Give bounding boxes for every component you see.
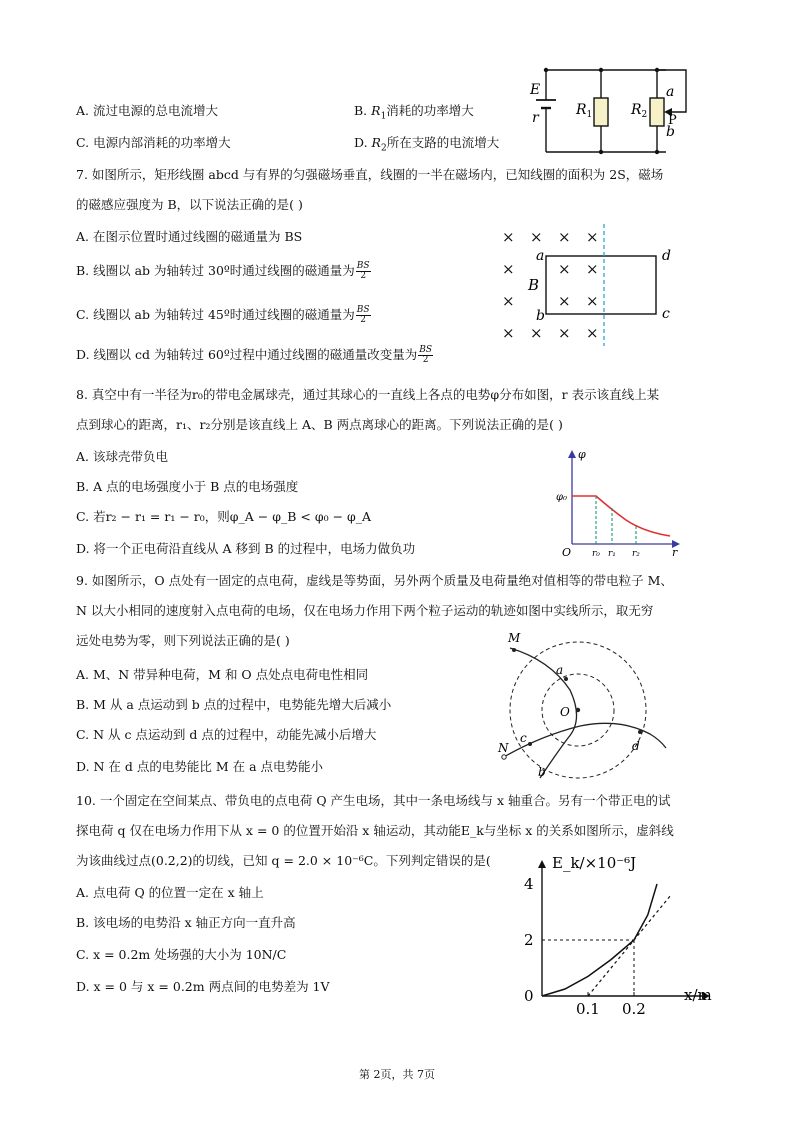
label-r0: r₀ bbox=[592, 549, 600, 559]
ek-curve bbox=[542, 884, 657, 996]
label-r1: r₁ bbox=[608, 549, 616, 559]
label-b: b bbox=[538, 765, 546, 779]
label-B: B bbox=[528, 276, 540, 294]
y-tick-label: 0 bbox=[524, 987, 534, 1005]
q8-option-a: A. 该球壳带负电 bbox=[76, 449, 168, 464]
y-tick-label: 2 bbox=[524, 931, 534, 949]
label-a: a bbox=[666, 84, 675, 100]
q8-stem-line1: 8. 真空中有一半径为r₀的带电金属球壳，通过其球心的一直线上各点的电势φ分布如图，r 表示该直线上某 bbox=[76, 387, 660, 402]
r1-resistor bbox=[594, 98, 608, 126]
q10-stem-line2: 探电荷 q 仅在电场力作用下从 x = 0 的位置开始沿 x 轴运动，其动能E_k与坐标 x 的关系如图所示，虚斜线 bbox=[76, 823, 674, 838]
y-tick-label: 4 bbox=[524, 875, 534, 893]
svg-text:×: × bbox=[586, 228, 599, 246]
svg-text:×: × bbox=[586, 260, 599, 278]
q10-stem-line1: 10. 一个固定在空间某点、带负电的点电荷 Q 产生电场，其中一条电场线与 x 轴重合。另有一个带正电的试 bbox=[76, 793, 671, 808]
label-r: r bbox=[672, 546, 678, 559]
q9-option-b: B. M 从 a 点运动到 b 点的过程中，电势能先增大后减小 bbox=[76, 697, 392, 712]
q7-option-c: C. 线圈以 ab 为轴转过 45º时通过线圈的磁通量为 $\frac{BS}{2}$ bbox=[76, 305, 370, 325]
q6-circuit-figure bbox=[526, 64, 706, 160]
q10-ek-chart bbox=[512, 852, 724, 1024]
svg-text:×: × bbox=[558, 228, 571, 246]
q9-stem-line2: N 以大小相同的速度射入点电荷的电场，仅在电场力作用下两个粒子运动的轨迹如图中实线所示，取无穷 bbox=[76, 603, 654, 618]
q10-option-c: C. x = 0.2m 处场强的大小为 10N/C bbox=[76, 947, 287, 962]
q9-option-a: A. M、N 带异种电荷，M 和 O 点处点电荷电性相同 bbox=[76, 667, 369, 682]
q7-option-a: A. 在图示位置时通过线圈的磁通量为 BS bbox=[76, 229, 303, 244]
y-axis-arrow-icon bbox=[568, 450, 576, 458]
svg-text:×: × bbox=[502, 292, 515, 310]
q7-coil-figure bbox=[496, 222, 696, 348]
svg-text:×: × bbox=[502, 260, 515, 278]
q6-option-a: A. 流过电源的总电流增大 bbox=[76, 103, 218, 118]
label-E: E bbox=[530, 82, 541, 98]
label-d: d bbox=[632, 739, 640, 753]
q8-option-b: B. A 点的电场强度小于 B 点的电场强度 bbox=[76, 479, 299, 494]
q9-option-c: C. N 从 c 点运动到 d 点的过程中，动能先减小后增大 bbox=[76, 727, 377, 742]
q8-stem-line2: 点到球心的距离，r₁、r₂分别是该直线上 A、B 两点离球心的距离。下列说法正确的是( ) bbox=[76, 417, 563, 432]
q8-option-d: D. 将一个正电荷沿直线从 A 移到 B 的过程中，电场力做负功 bbox=[76, 541, 416, 556]
fraction: $\frac{BS}{2}$ bbox=[419, 345, 433, 365]
label-P: P bbox=[668, 113, 677, 128]
q7-option-b: B. 线圈以 ab 为轴转过 30º时通过线圈的磁通量为 $\frac{BS}{2}$ bbox=[76, 261, 370, 281]
svg-text:×: × bbox=[502, 324, 515, 342]
label-N: N bbox=[498, 741, 509, 755]
q8-option-c: C. 若r₂ − r₁ = r₁ − r₀，则φ_A − φ_B < φ₀ − φ_A bbox=[76, 509, 372, 524]
r2-resistor bbox=[650, 98, 664, 126]
q9-stem-line1: 9. 如图所示，O 点处有一固定的点电荷，虚线是等势面，另外两个质量及电荷量绝对值相等的带电粒子 M、 bbox=[76, 573, 673, 588]
x-axis-label: x/m bbox=[684, 986, 712, 1004]
svg-text:×: × bbox=[586, 324, 599, 342]
potential-curve bbox=[572, 496, 670, 536]
label-a: a bbox=[536, 248, 545, 264]
x-tick-label: 0.1 bbox=[576, 1000, 600, 1018]
tangent-line bbox=[588, 895, 671, 996]
y-axis-arrow-icon bbox=[538, 860, 546, 868]
q10-stem-line3: 为该曲线过点(0.2,2)的切线，已知 q = 2.0 × 10⁻⁶C。下列判定错误的是( bbox=[76, 853, 491, 868]
fraction: $\frac{BS}{2}$ bbox=[356, 261, 370, 281]
svg-text:×: × bbox=[586, 292, 599, 310]
q7-stem-line2: 的磁感应强度为 B，以下说法正确的是( ) bbox=[76, 197, 303, 212]
label-c: c bbox=[662, 306, 670, 322]
q6-option-b: B. $R_1$消耗的功率增大 bbox=[354, 103, 474, 122]
svg-text:×: × bbox=[502, 228, 515, 246]
label-M: M bbox=[508, 631, 521, 645]
svg-text:×: × bbox=[558, 260, 571, 278]
q10-option-d: D. x = 0 与 x = 0.2m 两点间的电势差为 1V bbox=[76, 979, 330, 994]
q9-equipotential-figure bbox=[500, 630, 690, 780]
q9-option-d: D. N 在 d 点的电势能比 M 在 a 点电势能小 bbox=[76, 759, 324, 774]
svg-text:×: × bbox=[530, 324, 543, 342]
label-b: b bbox=[536, 308, 545, 324]
label-phi0: φ₀ bbox=[556, 492, 568, 503]
label-R2: $R_2$ bbox=[631, 102, 648, 120]
label-O: O bbox=[560, 705, 570, 719]
label-d: d bbox=[662, 248, 671, 264]
x-tick-label: 0.2 bbox=[622, 1000, 646, 1018]
label-R1: $R_1$ bbox=[576, 102, 593, 120]
label-r2: r₂ bbox=[632, 549, 640, 559]
q10-option-b: B. 该电场的电势沿 x 轴正方向一直升高 bbox=[76, 915, 296, 930]
label-r: r bbox=[532, 110, 539, 126]
label-O: O bbox=[562, 546, 572, 559]
label-c: c bbox=[520, 731, 527, 745]
q8-potential-graph bbox=[554, 448, 684, 560]
label-b: b bbox=[666, 124, 675, 140]
q6-option-d: D. $R_2$所在支路的电流增大 bbox=[354, 135, 500, 154]
q7-option-d: D. 线圈以 cd 为轴转过 60º过程中通过线圈的磁通量改变量为 $\frac{BS}{2}$ bbox=[76, 345, 433, 365]
page-footer: 第 2页，共 7页 bbox=[359, 1068, 435, 1081]
q9-stem-line3: 远处电势为零，则下列说法正确的是( ) bbox=[76, 633, 290, 648]
fraction: $\frac{BS}{2}$ bbox=[356, 305, 370, 325]
q10-option-a: A. 点电荷 Q 的位置一定在 x 轴上 bbox=[76, 885, 264, 900]
svg-text:×: × bbox=[558, 292, 571, 310]
svg-text:×: × bbox=[558, 324, 571, 342]
y-axis-label: E_k/×10⁻⁶J bbox=[552, 854, 637, 872]
q6-option-c: C. 电源内部消耗的功率增大 bbox=[76, 135, 231, 150]
label-phi: φ bbox=[578, 448, 586, 461]
label-a: a bbox=[556, 663, 564, 677]
q7-stem-line1: 7. 如图所示，矩形线圈 abcd 与有界的匀强磁场垂直，线圈的一半在磁场内，已知线圈的面积为 2S，磁场 bbox=[76, 167, 664, 182]
svg-text:×: × bbox=[530, 228, 543, 246]
